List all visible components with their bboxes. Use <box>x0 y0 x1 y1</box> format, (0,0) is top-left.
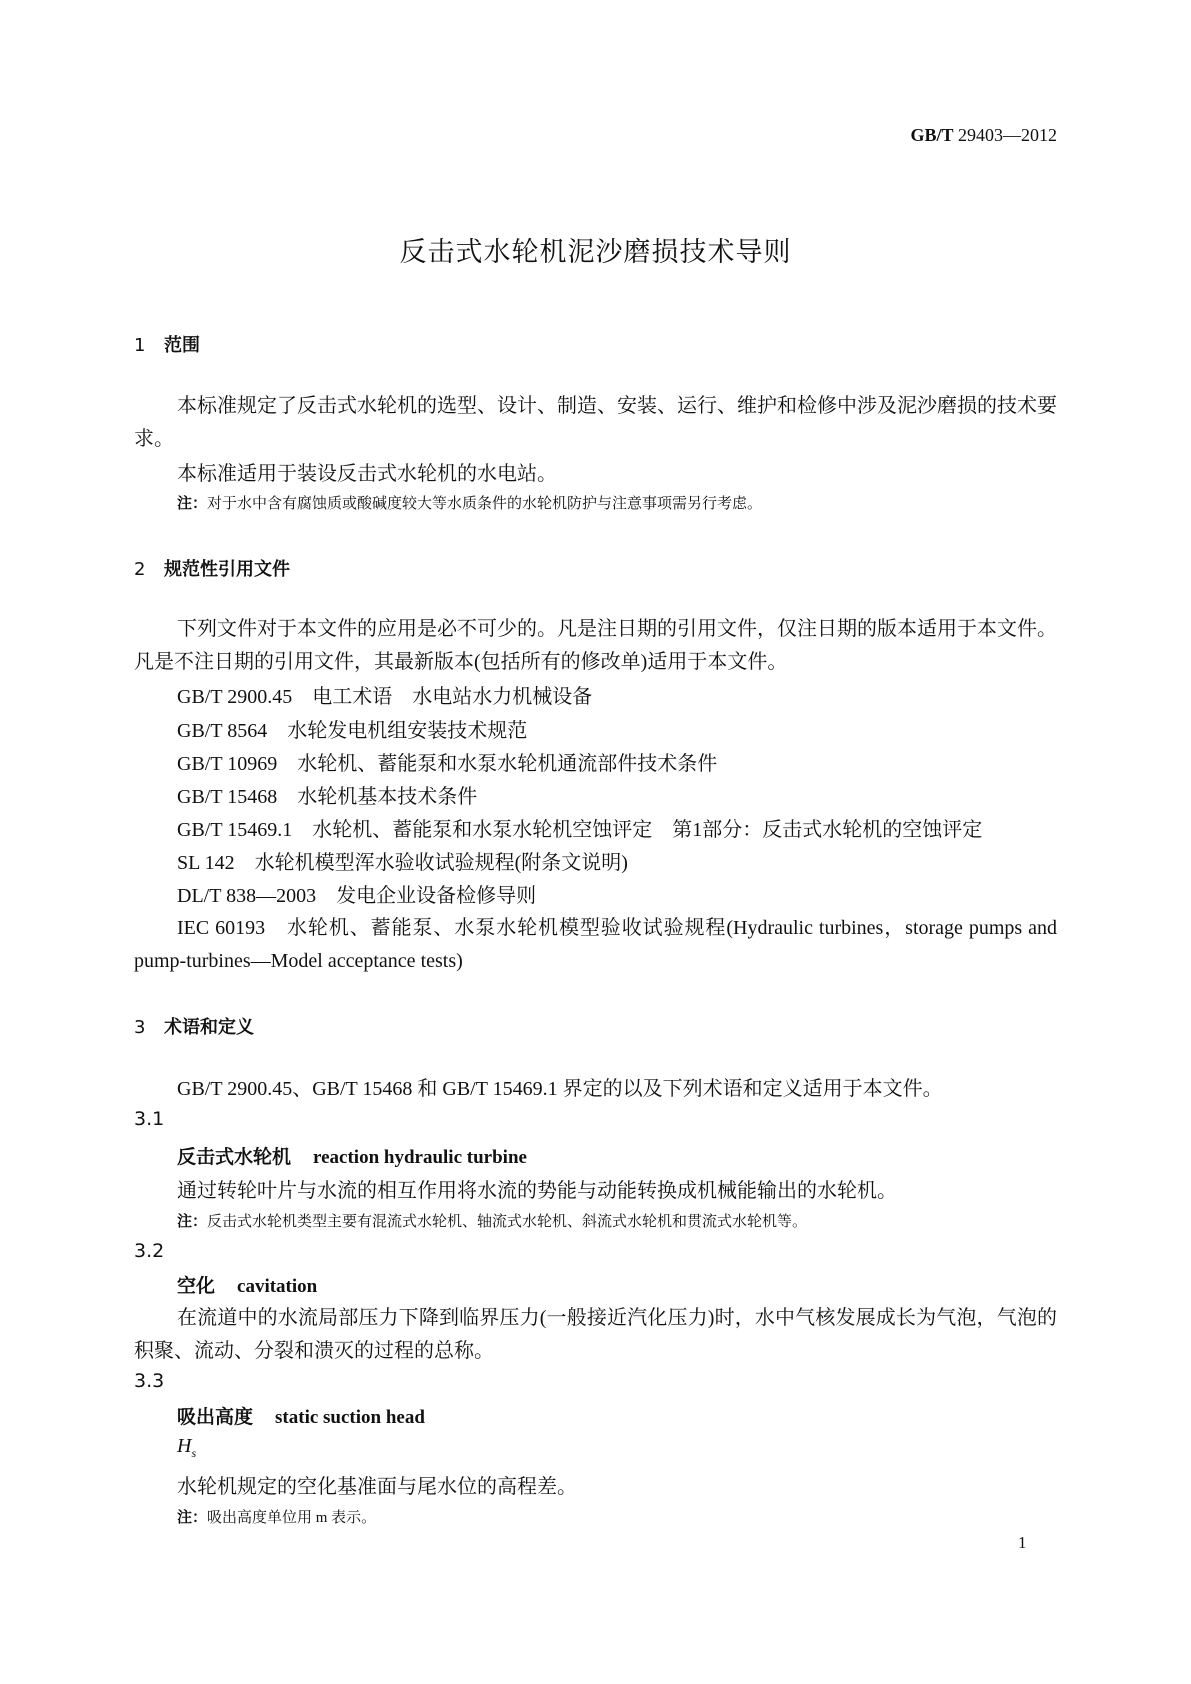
term-zh: 空化 <box>177 1275 216 1297</box>
reference-title: 水轮发电机组安装技术规范 <box>287 720 528 742</box>
note-label: 注： <box>177 1510 208 1526</box>
reference-title: 电工术语 水电站水力机械设备 <box>312 686 593 708</box>
section-title: 术语和定义 <box>164 1017 254 1038</box>
term-definition: 水轮机规定的空化基准面与尾水位的高程差。 <box>177 1476 577 1498</box>
clause-number: 3.2 <box>134 1240 165 1262</box>
paragraph: 本标准适用于装设反击式水轮机的水电站。 <box>177 463 557 485</box>
reference-item <box>177 813 982 842</box>
term-heading <box>177 1142 527 1169</box>
reference-item <box>177 780 477 809</box>
reference-code: DL/T 838—2003 <box>177 885 317 907</box>
term-zh: 反击式水轮机 <box>177 1146 292 1168</box>
clause-number: 3.3 <box>134 1370 165 1392</box>
reference-item <box>177 680 592 709</box>
term-symbol <box>177 1435 196 1461</box>
section-number: 1 <box>134 335 146 356</box>
section-title: 规范性引用文件 <box>164 559 290 580</box>
reference-item <box>177 846 628 875</box>
document-code <box>910 125 1057 146</box>
reference-title: 水轮机基本技术条件 <box>297 786 478 808</box>
reference-title: 发电企业设备检修导则 <box>336 885 537 907</box>
reference-code: GB/T 8564 <box>177 720 268 742</box>
term-en: cavitation <box>237 1276 318 1297</box>
term-heading <box>177 1271 317 1298</box>
section-heading-3 <box>134 1013 254 1039</box>
note <box>177 1506 376 1527</box>
reference-item <box>177 747 717 776</box>
paragraph: 本标准规定了反击式水轮机的选型、设计、制造、安装、运行、维护和检修中涉及泥沙磨损的技术要求。 <box>134 395 1057 450</box>
symbol-subscript: s <box>191 1446 197 1460</box>
term-definition: 通过转轮叶片与水流的相互作用将水流的势能与动能转换成机械能输出的水轮机。 <box>177 1180 897 1202</box>
paragraph: 下列文件对于本文件的应用是必不可少的。凡是注日期的引用文件，仅注日期的版本适用于本文件。凡是不注日期的引用文件，其最新版本(包括所有的修改单)适用于本文件。 <box>134 618 1057 673</box>
code-number: 29403—2012 <box>958 125 1057 145</box>
section-title: 范围 <box>164 335 200 356</box>
note-text: 吸出高度单位用 m 表示。 <box>207 1510 377 1526</box>
term-zh: 吸出高度 <box>177 1406 254 1428</box>
note-text: 反击式水轮机类型主要有混流式水轮机、轴流式水轮机、斜流式水轮机和贯流式水轮机等。 <box>207 1214 808 1230</box>
note <box>177 1210 807 1231</box>
reference-code: GB/T 10969 <box>177 753 278 775</box>
section-heading-2 <box>134 555 290 581</box>
reference-code: GB/T 15468 <box>177 786 278 808</box>
reference-code: GB/T 15469.1 <box>177 819 293 841</box>
reference-item <box>177 879 536 908</box>
term-definition: 在流道中的水流局部压力下降到临界压力(一般接近汽化压力)时，水中气核发展成长为气泡，气泡的积聚、流动、分裂和溃灭的过程的总称。 <box>134 1307 1057 1362</box>
page-title: 反击式水轮机泥沙磨损技术导则 <box>399 237 792 268</box>
page-number: 1 <box>1018 1533 1027 1552</box>
reference-code: GB/T 2900.45 <box>177 686 293 708</box>
term-heading <box>177 1402 425 1429</box>
code-prefix: GB/T <box>910 125 954 145</box>
term-en: reaction hydraulic turbine <box>313 1147 527 1168</box>
section-heading-1 <box>134 331 200 357</box>
reference-code: SL 142 <box>177 852 235 874</box>
note-label: 注： <box>177 1214 208 1230</box>
reference-item <box>177 714 527 743</box>
reference-title: 水轮机模型浑水验收试验规程(附条文说明) <box>254 852 628 874</box>
symbol-main: H <box>177 1435 192 1457</box>
term-en: static suction head <box>275 1407 425 1428</box>
clause-number: 3.1 <box>134 1108 165 1130</box>
reference-item-iec: IEC 60193 水轮机、蓄能泵、水泵水轮机模型验收试验规程(Hydraulic turbines，storage pumps and pump-turbines—Model acceptance tests) <box>134 917 1057 972</box>
section-number: 3 <box>134 1017 146 1038</box>
reference-title: 水轮机、蓄能泵和水泵水轮机通流部件技术条件 <box>297 753 718 775</box>
note <box>177 492 762 513</box>
note-label: 注： <box>177 496 208 512</box>
reference-title: 水轮机、蓄能泵和水泵水轮机空蚀评定 第1部分：反击式水轮机的空蚀评定 <box>312 819 983 841</box>
note-text: 对于水中含有腐蚀质或酸碱度较大等水质条件的水轮机防护与注意事项需另行考虑。 <box>207 496 763 512</box>
section-number: 2 <box>134 559 146 580</box>
paragraph: GB/T 2900.45、GB/T 15468 和 GB/T 15469.1 界定的以及下列术语和定义适用于本文件。 <box>177 1078 943 1100</box>
